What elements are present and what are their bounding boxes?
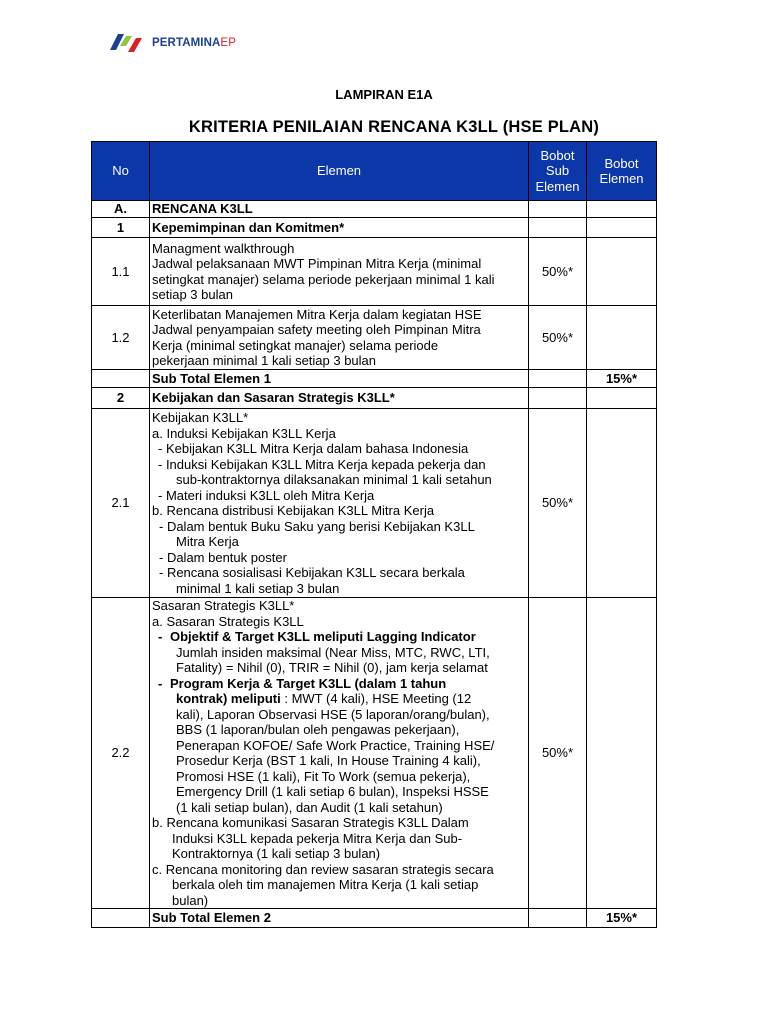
row-label: Kebijakan dan Sasaran Strategis K3LL*: [150, 388, 529, 409]
row-bobot-elemen: [587, 388, 657, 409]
criteria-table: [91, 141, 657, 928]
row-label: Kepemimpinan dan Komitmen*: [150, 218, 529, 238]
row-bobot-sub: [529, 218, 587, 238]
document-title: KRITERIA PENILAIAN RENCANA K3LL (HSE PLAN): [188, 118, 600, 136]
table-row-subtotal-2: [92, 909, 657, 928]
row-no: 2.2: [92, 598, 150, 909]
row-bobot-sub: [529, 201, 587, 218]
table-row-section-a: [92, 201, 657, 218]
header-no: No: [92, 142, 150, 201]
row-label: Sub Total Elemen 1: [150, 370, 529, 388]
row-no: [92, 909, 150, 928]
row-no: 2: [92, 388, 150, 409]
row-bobot-sub: 50%*: [529, 238, 587, 306]
row-no: 1: [92, 218, 150, 238]
row-bobot-elemen: [587, 409, 657, 598]
row-bobot-elemen: 15%*: [587, 909, 657, 928]
row-no: 1.2: [92, 306, 150, 370]
row-bobot-sub: 50%*: [529, 598, 587, 909]
table-row-1-2: [92, 306, 657, 370]
table-row-subtotal-1: [92, 370, 657, 388]
table-row-2-1: [92, 409, 657, 598]
table-row-element-1: [92, 218, 657, 238]
row-bobot-sub: 50%*: [529, 306, 587, 370]
company-logo: [108, 28, 236, 58]
header-bobot-sub-elemen: Bobot Sub Elemen: [529, 142, 587, 201]
header-elemen: Elemen: [150, 142, 529, 201]
row-bobot-sub: [529, 909, 587, 928]
row-bobot-elemen: [587, 201, 657, 218]
attachment-label: LAMPIRAN E1A: [335, 87, 433, 102]
table-row-element-2: [92, 388, 657, 409]
row-bobot-sub: [529, 388, 587, 409]
row-bobot-elemen: 15%*: [587, 370, 657, 388]
row-description: Keterlibatan Manajemen Mitra Kerja dalam kegiatan HSE Jadwal penyampaian safety meeting oleh Pimpinan Mitra Kerja (minimal setingkat manajer) selama periode pekerjaan minimal 1 kali setiap 3 bulan: [150, 306, 529, 370]
table-row-2-2: [92, 598, 657, 909]
table-row-1-1: [92, 238, 657, 306]
row-no: [92, 370, 150, 388]
row-description: Kebijakan K3LL* a. Induksi Kebijakan K3LL Kerja - Kebijakan K3LL Mitra Kerja dalam bahasa Indonesia - Induksi Kebijakan K3LL Mitra Kerja kepada pekerja dan sub-kontraktornya dilaksanakan minimal 1 kali setahun - Materi induksi K3LL oleh Mitra Kerja b. Rencana distribusi Kebijakan K3LL Mitra Kerja - Dalam bentuk Buku Saku yang berisi Kebijakan K3LL Mitra Kerja - Dalam bentuk poster - Rencana sosialisasi Kebijakan K3LL secara berkala minimal 1 kali setiap 3 bulan: [150, 409, 529, 598]
header-bobot-elemen: Bobot Elemen: [587, 142, 657, 201]
row-label: Sub Total Elemen 2: [150, 909, 529, 928]
row-bobot-elemen: [587, 218, 657, 238]
row-bobot-sub: 50%*: [529, 409, 587, 598]
table-header-row: [92, 142, 657, 201]
row-bobot-elemen: [587, 238, 657, 306]
row-bobot-elemen: [587, 598, 657, 909]
row-description: Sasaran Strategis K3LL* a. Sasaran Strategis K3LL - Objektif & Target K3LL meliputi Lagging Indicator Jumlah insiden maksimal (Near Miss, MTC, RWC, LTI, Fatality) = Nihil (0), TRIR = Nihil (0), jam kerja selamat - Program Kerja & Target K3LL (dalam 1 tahun kontrak) meliputi : MWT (4 kali), HSE Meeting (12 kali), Laporan Observasi HSE (5 laporan/orang/bulan), BBS (1 laporan/bulan oleh pengawas pekerjaan), Penerapan KOFOE/ Safe Work Practice, Training HSE/ Prosedur Kerja (BST 1 kali, In House Training 4 kali), Promosi HSE (1 kali), Fit To Work (semua pekerja), Emergency Drill (1 kali setiap 6 bulan), Inspeksi HSSE (1 kali setiap bulan), dan Audit (1 kali setahun) b. Rencana komunikasi Sasaran Strategis K3LL Dalam Induksi K3LL kepada pekerja Mitra Kerja dan Sub- Kontraktornya (1 kali setiap 3 bulan) c. Rencana monitoring dan review sasaran strategis secara berkala oleh tim manajemen Mitra Kerja (1 kali setiap bulan): [150, 598, 529, 909]
row-bobot-sub: [529, 370, 587, 388]
logo-wordmark: PERTAMINAEP: [152, 37, 236, 49]
row-no: A.: [92, 201, 150, 218]
row-bobot-elemen: [587, 306, 657, 370]
pertamina-logo-icon: [108, 30, 148, 56]
row-description: Managment walkthrough Jadwal pelaksanaan MWT Pimpinan Mitra Kerja (minimal setingkat manajer) selama periode pekerjaan minimal 1 kali setiap 3 bulan: [150, 238, 529, 306]
row-label: RENCANA K3LL: [150, 201, 529, 218]
row-no: 1.1: [92, 238, 150, 306]
row-no: 2.1: [92, 409, 150, 598]
